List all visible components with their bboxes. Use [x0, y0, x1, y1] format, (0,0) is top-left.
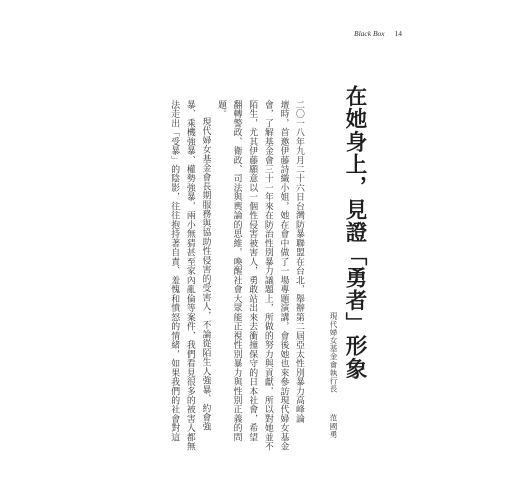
- body-line: 法走出「受暴」的陰影，往往抱持著自責、羞愧和憤怒的情緒，如果我們的社會對這: [169, 100, 180, 442]
- body-line: 現代婦女基金會長期服務與協助性侵害的受害人，不論從陌生人強暴、約會強: [200, 117, 211, 432]
- author-name: 范國勇: [329, 413, 338, 439]
- running-header: [354, 29, 402, 38]
- article-title: 在她身上，見證「勇者」形象: [342, 85, 367, 381]
- body-line: 暴、乘機強暴、權勢強暴，兩小無猜甚至家內亂倫等案件，我們看見很多的被害人都無: [184, 100, 195, 452]
- body-line: 會，了解基金會三十一年來在防治性別暴力議題上，所做的努力與貢獻，所以對她並不: [262, 100, 273, 452]
- author-role: 現代婦女基金會執行長: [329, 312, 338, 393]
- body-line: 陌生，尤其伊藤願意以一個性侵害被害人，勇敢站出來去衝撞保守的日本社會，希望: [247, 100, 258, 442]
- body-line: 壇時，首邀伊藤詩織小姐，她在會中做了一場專題演講，會後她也來參訪現代婦女基金: [278, 100, 289, 452]
- body-line: 題。: [216, 100, 227, 119]
- page-number: 14: [394, 29, 402, 38]
- book-title: Black Box: [354, 29, 385, 38]
- body-line: 二〇一八年九月二十六日台灣防暴聯盟在台北，舉辦第二屆亞太性別暴力高峰論: [294, 100, 304, 424]
- author-byline: [326, 312, 340, 472]
- body-line: 翻轉警政、衛政、司法與輿論的思維，喚醒社會大眾能正視性別暴力與性別正義的問: [231, 100, 242, 442]
- body-text: [148, 100, 306, 470]
